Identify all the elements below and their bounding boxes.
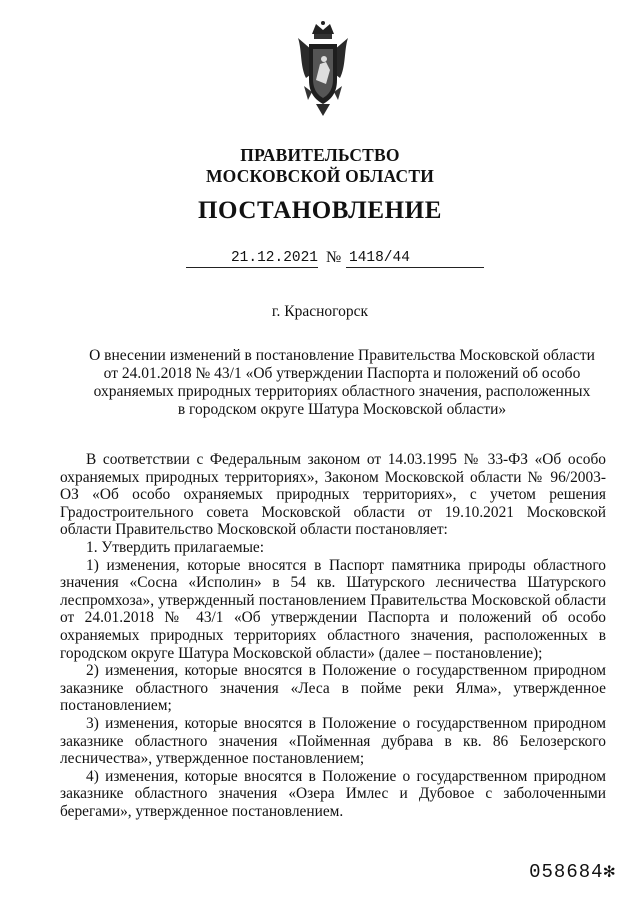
subitem-4-paragraph: 4) изменения, которые вносятся в Положение о государственном природном заказнике областного значения «Озера Имлес и Дубовое с заболоченными берегами», утвержденное постановлением.	[60, 767, 606, 820]
coat-of-arms-emblem-icon	[292, 20, 354, 118]
subitem-3-paragraph: 3) изменения, которые вносятся в Положение о государственном природном заказнике областного значения «Пойменная дубрава в кв. 86 Белозерского лесничества», утвержденное постановлением;	[60, 714, 606, 768]
document-date: 21.12.2021	[186, 250, 318, 268]
subject-line: охраняемых природных территориях областного значения, расположенных	[93, 383, 591, 400]
serial-digits: 058684	[529, 861, 604, 883]
document-body	[60, 451, 606, 820]
intro-paragraph: В соответствии с Федеральным законом от 14.03.1995 № 33-ФЗ «Об особо охраняемых природных территориях», Законом Московской области № 96/2003-ОЗ «Об особо охраняемых природных территориях», с учетом решения Градостроительного совета Московской области от 19.10.2021 Московской области Правительство Московской области постановляет:	[60, 451, 606, 539]
document-number: 1418/44	[346, 250, 484, 268]
subject-line: в городском округе Шатура Московской области»	[177, 401, 507, 418]
date-number-line	[0, 250, 640, 274]
subitem-2-paragraph: 2) изменения, которые вносятся в Положение о государственном природном заказнике областного значения «Леса в пойме реки Ялма», утвержденное постановлением;	[60, 662, 606, 715]
subitem-1-paragraph: 1) изменения, которые вносятся в Паспорт памятника природы областного значения «Сосна «Исполин» в 54 кв. Шатурского лесничества Шатурского леспромхоза», утвержденный постановлением Правительства Московской области от 24.01.2018 № 43/1 «Об утверждении Паспорта и положений об особо охраняемых природных территориях областного значения, расположенных в городском округе Шатура Московской области» (далее – постановление);	[60, 556, 606, 662]
serial-star-icon: ✻	[603, 861, 616, 883]
document-subject	[60, 347, 624, 419]
government-title-line2: МОСКОВСКОЙ ОБЛАСТИ	[205, 166, 435, 186]
item-1-paragraph: 1. Утвердить прилагаемые:	[86, 538, 265, 556]
serial-number	[529, 860, 616, 883]
subject-line: О внесении изменений в постановление Правительства Московской области	[89, 347, 595, 364]
number-sign: №	[326, 249, 342, 266]
city-label: г. Красногорск	[271, 303, 369, 320]
document-type-title: ПОСТАНОВЛЕНИЕ	[197, 197, 443, 224]
government-title-line1: ПРАВИТЕЛЬСТВО	[240, 145, 400, 165]
subject-line: от 24.01.2018 № 43/1 «Об утверждении Паспорта и положений об особо	[103, 365, 581, 382]
